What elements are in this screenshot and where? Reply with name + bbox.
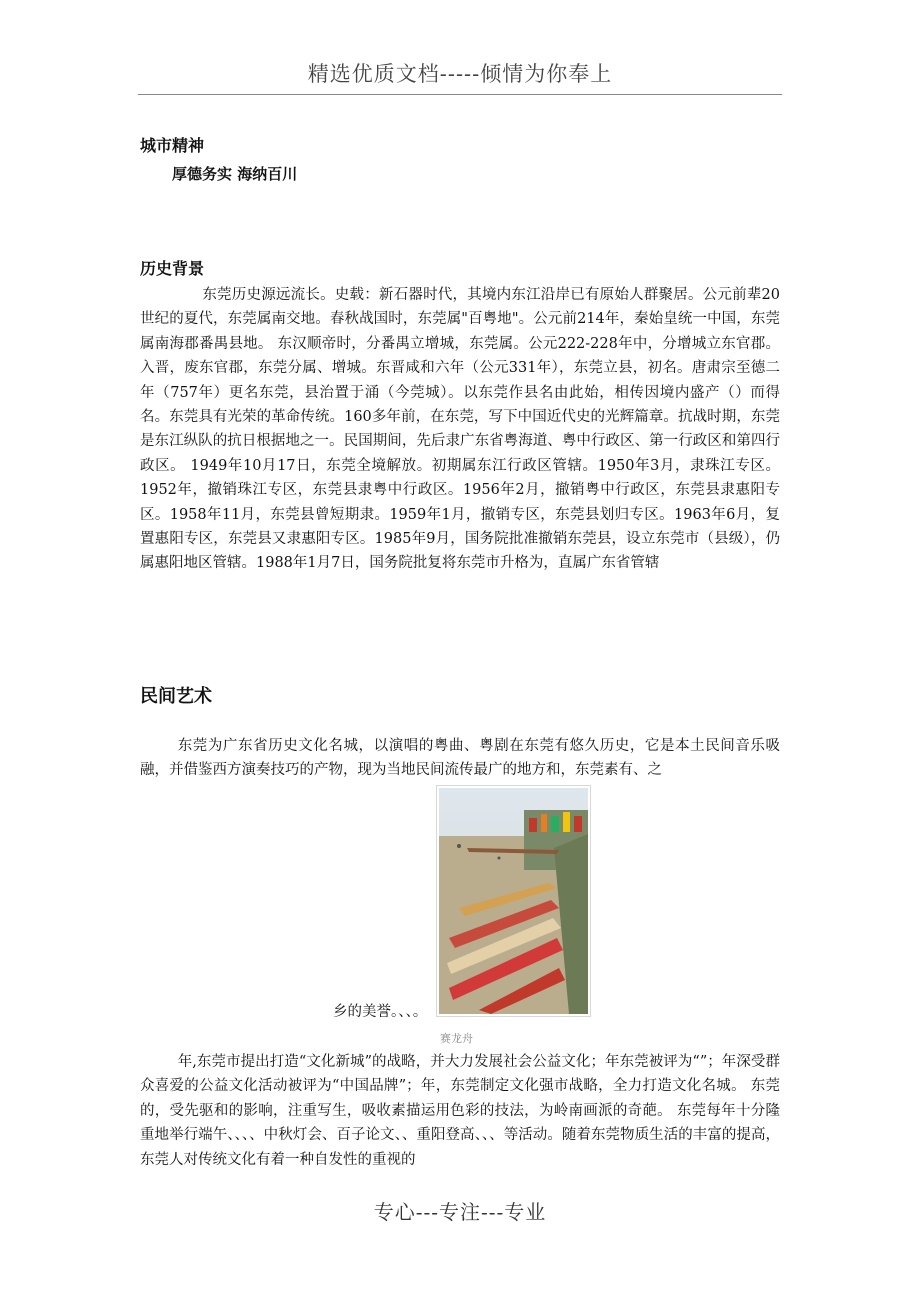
section-heading-folk-art: 民间艺术 (140, 686, 212, 707)
folk-art-body: 年,东莞市提出打造“文化新城”的战略，并大力发展社会公益文化；年东莞被评为“”；年深受群众喜爱的公益文化活动被评为“中国品牌”；年，东莞制定文化强市战略，全力打造文化名城。 东莞的，受先驱和的影响，注重写生，吸收素描运用色彩的技法，为岭南画派的奇葩。 东莞每年十分隆重地举行端午、、、、中秋灯会、百子论文、、重阳登高、、、等活动。随着东莞物质生活的丰富的提高，东莞人对传统文化有着一种自发性的重视的 (140, 1054, 780, 1168)
section-heading-history: 历史背景 (140, 259, 205, 278)
history-paragraph: 东莞历史源远流长。史载：新石器时代，其境内东江沿岸已有原始人群聚居。公元前辈20世纪的夏代，东莞属南交地。春秋战国时，东莞属"百粤地"。公元前214年，秦始皇统一中国，东莞属南海郡番禺县地。 东汉顺帝时，分番禺立增城，东莞属。公元222-228年中，分增城立东官郡。入晋，废东官郡，东莞分属、增城。东晋咸和六年（公元331年），东莞立县，初名。唐肃宗至德二年（757年）更名东莞，县治置于涌（今莞城）。以东莞作县名由此始，相传因境内盛产（）而得名。东莞具有光荣的革命传统。160多年前，在东莞，写下中国近代史的光辉篇章。抗战时期，东莞是东江纵队的抗日根据地之一。民国期间，先后隶广东省粤海道、粤中行政区、第一行政区和第四行政区。 1949年10月17日，东莞全境解放。初期属东江行政区管辖。1950年3月，隶珠江专区。1952年，撤销珠江专区，东莞县隶粤中行政区。1956年2月，撤销粤中行政区，东莞县隶惠阳专区。1958年11月，东莞县曾短期隶。1959年1月，撤销专区，东莞县划归专区。1963年6月，复置惠阳专区，东莞县又隶惠阳专区。1985年9月，国务院批准撤销东莞县，设立东莞市（县级），仍属惠阳地区管辖。1988年1月7日，国务院批复将东莞市升格为，直属广东省管辖 (140, 287, 780, 572)
page-footer: 专心---专注---专业 (373, 1200, 547, 1224)
page-header: 精选优质文档-----倾情为你奉上 (307, 62, 613, 86)
image-caption: 赛龙舟 (440, 1032, 473, 1045)
city-slogan: 厚德务实 海纳百川 (172, 165, 298, 183)
header-divider (138, 94, 782, 95)
dragon-boat-photo (436, 785, 591, 1017)
folk-art-intro-tail: 乡的美誉。、、。 (333, 1004, 428, 1020)
folk-art-intro: 东莞为广东省历史文化名城，以演唱的粤曲、粤剧在东莞有悠久历史，它是本土民间音乐吸融，并借鉴西方演奏技巧的产物，现为当地民间流传最广的地方和，东莞素有、之 (140, 738, 780, 779)
dragon-boat-illustration (439, 788, 588, 1014)
section-heading-city-spirit: 城市精神 (140, 136, 205, 155)
